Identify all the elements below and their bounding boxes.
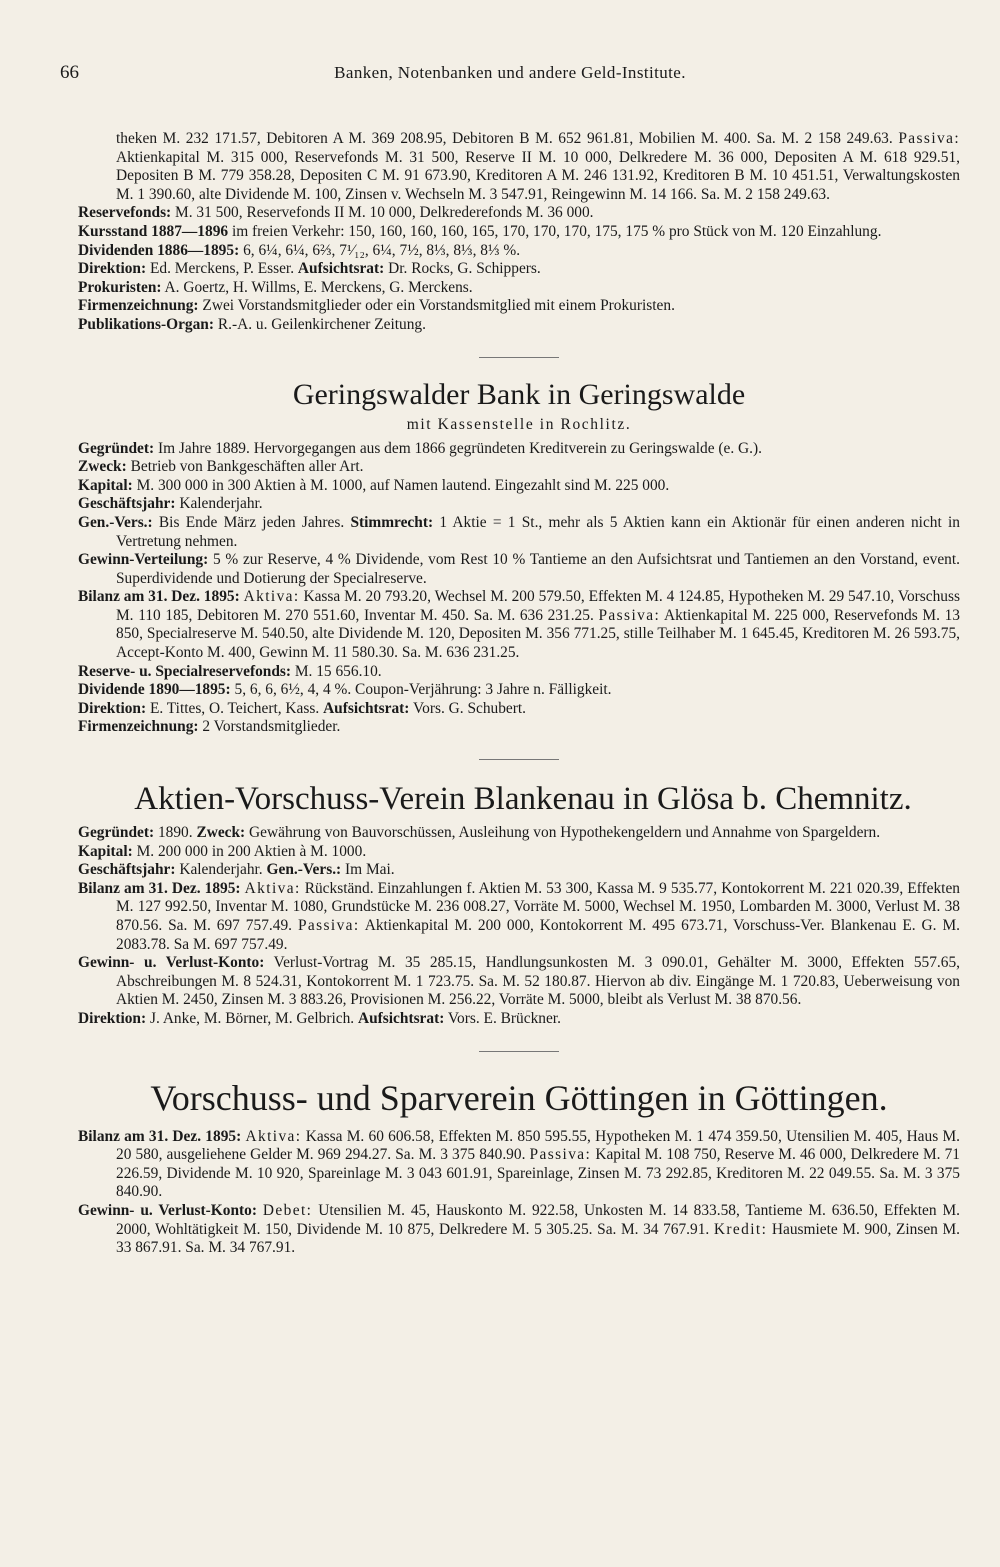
- entry-text: Betrieb von Bankgeschäften aller Art.: [130, 458, 364, 476]
- entry-text-2: Vors. E. Brückner.: [447, 1009, 561, 1027]
- entry-label: Kursstand 1887—1896: [78, 222, 229, 240]
- entry-label: Gegründet:: [78, 439, 155, 457]
- entry-label: Gen.-Vers.:: [78, 513, 153, 531]
- entry-label: Geschäftsjahr:: [78, 861, 176, 879]
- entry-label: Dividende 1890—1895:: [78, 681, 231, 699]
- aktiva-text: Kassa M. 60 606.58, Effekten M. 850 595.55, Hypotheken M. 1 474 359.50, Utensilien M. 405, Haus M. 20 580, ausgeliehene Gelder M. 969 294.27. Sa. M. 3 375 840.90.: [116, 1127, 960, 1164]
- entry-label-2: Aufsichtsrat:: [357, 1009, 445, 1027]
- section-divider: [479, 1051, 559, 1052]
- entry-text: R.-A. u. Geilenkirchener Zeitung.: [217, 315, 426, 333]
- sec2-entry-kapital: [78, 843, 960, 862]
- running-head: Banken, Notenbanken und andere Geld-Institute.: [334, 63, 686, 82]
- entry-text: 5 % zur Reserve, 4 % Dividende, vom Rest 10 % Tantieme an den Aufsichtsrat und Tantiemen an den Vorstand, event. Superdividende und Dotierung der Specialreserve.: [116, 551, 960, 587]
- sec1-entry-gen-vers: [78, 514, 960, 551]
- sec2-entry-bilanz: [78, 880, 960, 954]
- entry-label-2: Aufsichtsrat:: [297, 260, 385, 278]
- debet-label: Debet:: [262, 1201, 313, 1219]
- intro-entry: [78, 297, 960, 316]
- page-header: [60, 62, 960, 84]
- entry-text: 5, 6, 6, 6½, 4, 4 %. Coupon-Verjährung: 3 Jahre n. Fälligkeit.: [234, 681, 612, 699]
- debet-text: Utensilien M. 45, Hauskonto M. 922.58, Unkosten M. 14 833.58, Tantieme M. 636.50, Effekten M. 2000, Wohltätigkeit M. 150, Dividende M. 10 875, Delkredere M. 5 305.25. Sa. M. 34 767.91.: [116, 1201, 961, 1238]
- entry-text: M. 31 500, Reservefonds II M. 10 000, Delkrederefonds M. 36 000.: [175, 204, 594, 222]
- entry-label: Direktion:: [78, 260, 147, 278]
- sec1-entry-direktion: [78, 700, 960, 719]
- section-divider: [479, 357, 559, 358]
- entry-text: A. Goertz, H. Willms, E. Merckens, G. Merckens.: [164, 278, 473, 296]
- entry-text: 1890.: [157, 824, 193, 842]
- entry-text: M. 300 000 in 300 Aktien à M. 1000, auf Namen lautend. Eingezahlt sind M. 225 000.: [136, 476, 670, 494]
- sec1-entry-geschaeftsjahr: [78, 495, 960, 514]
- entry-text: Kalenderjahr.: [179, 495, 263, 513]
- entry-text: 2 Vorstandsmitglieder.: [202, 718, 341, 736]
- sec2-entry-gegruendet: [78, 824, 960, 843]
- passiva-label: Passiva:: [598, 606, 661, 624]
- intro-entry: [78, 260, 960, 279]
- entry-label: Gewinn-Verteilung:: [78, 551, 209, 569]
- passiva-label: Passiva:: [529, 1146, 592, 1164]
- aktiva-label: Aktiva:: [244, 879, 301, 897]
- entry-label: Gegründet:: [78, 824, 155, 842]
- entry-label: Bilanz am 31. Dez. 1895:: [78, 879, 241, 897]
- page-number: 66: [60, 62, 79, 83]
- sec1-entry-zweck: [78, 458, 960, 477]
- intro-continuation-text: theken M. 232 171.57, Debitoren A M. 369 208.95, Debitoren B M. 652 961.81, Mobilien M. 400. Sa. M. 2 158 249.63.: [116, 130, 893, 147]
- entry-label-2: Zweck:: [196, 824, 246, 842]
- entry-text: Verlust-Vortrag M. 35 285.15, Handlungsunkosten M. 3 090.01, Gehälter M. 3000, Effekten 557.65, Abschreibungen M. 8 524.31, Kontokorrent M. 1 723.75. Sa. M. 52 180.87. Hiervon ab div. Eingänge M. 1 720.83, Ueberweisung von Aktien M. 2450, Zinsen M. 3 883.26, Provisionen M. 256.22, Vorräte M. 5000, bleibt als Verlust M. 38 870.56.: [116, 954, 961, 1009]
- entry-text-2: 1 Aktie = 1 St., mehr als 5 Aktien kann ein Aktionär für einen anderen nicht in Vertretung nehmen.: [116, 513, 960, 550]
- kredit-label: Kredit:: [713, 1220, 768, 1238]
- entry-label: Direktion:: [78, 1009, 147, 1027]
- intro-passiva-text: Aktienkapital M. 315 000, Reservefonds M. 31 500, Reserve II M. 10 000, Delkredere M. 36 000, Depositen A M. 618 929.51, Depositen B M. 779 358.28, Depositen C M. 91 673.90, Kreditoren A M. 246 131.92, Kreditoren B M. 10 451.51, Verwaltungskosten M. 1 390.60, alte Dividende M. 100, Zinsen v. Wechseln M. 3 547.91, Reingewinn M. 14 166. Sa. M. 2 158 249.63.: [116, 148, 960, 203]
- entry-label: Firmenzeichnung:: [78, 718, 199, 736]
- entry-label: Reserve- u. Specialreservefonds:: [78, 662, 291, 680]
- section-divider: [479, 759, 559, 760]
- sec1-entry-gegruendet: [78, 440, 960, 459]
- sec1-entry-kapital: [78, 477, 960, 496]
- entry-text-2: Gewährung von Bauvorschüssen, Ausleihung von Hypothekengeldern und Annahme von Spargeldern.: [249, 824, 881, 842]
- passiva-text: Kapital M. 108 750, Reserve M. 46 000, Delkredere M. 71 226.59, Dividende M. 10 920, Spareinlage M. 3 043 601.91, Spareinlage, Zinsen M. 73 292.85, Kreditoren M. 22 049.55. Sa. M. 3 375 840.90.: [116, 1146, 960, 1201]
- entry-label: Reservefonds:: [78, 204, 172, 222]
- sec2-entry-direktion: [78, 1010, 960, 1029]
- intro-entry: [78, 204, 960, 223]
- entry-label: Bilanz am 31. Dez. 1895:: [78, 588, 240, 606]
- intro-entry: [78, 242, 960, 261]
- entry-label: Direktion:: [78, 699, 147, 717]
- aktiva-text: Kassa M. 20 793.20, Wechsel M. 200 579.50, Effekten M. 4 124.85, Hypotheken M. 29 547.10, Vorschuss M. 110 185, Debitoren M. 270 551.60, Inventar M. 450. Sa. M. 636 231.25.: [116, 588, 960, 624]
- entry-label-2: Aufsichtsrat:: [323, 699, 410, 717]
- entry-text: Ed. Merckens, P. Esser.: [149, 260, 295, 278]
- entry-label: Zweck:: [78, 458, 127, 476]
- section-title-aktien-vorschuss-verein: Aktien-Vorschuss-Verein Blankenau in Glösa b. Chemnitz.: [134, 781, 912, 818]
- entry-label: Geschäftsjahr:: [78, 495, 176, 513]
- intro-entry: [78, 223, 960, 242]
- passiva-text: Aktienkapital M. 200 000, Kontokorrent M. 495 673.71, Vorschuss-Ver. Blankenau E. G. M. 2083.78. Sa M. 697 757.49.: [116, 917, 960, 953]
- entry-text: Im Jahre 1889. Hervorgegangen aus dem 1866 gegründeten Kreditverein zu Geringswalde (e. G.).: [157, 439, 762, 457]
- entry-text: im freien Verkehr: 150, 160, 160, 160, 165, 170, 170, 170, 175, 175 % pro Stück von M. 120 Einzahlung.: [231, 222, 882, 240]
- sec3-entry-bilanz: [78, 1128, 960, 1202]
- section-title-geringswalder-bank: Geringswalder Bank in Geringswalde: [292, 377, 746, 411]
- entry-label: Gewinn- u. Verlust-Konto:: [78, 1201, 257, 1219]
- sec1-entry-dividende: [78, 681, 960, 700]
- aktiva-label: Aktiva:: [243, 588, 300, 606]
- entry-label: Gewinn- u. Verlust-Konto:: [78, 954, 265, 972]
- entry-text: Bis Ende März jeden Jahres.: [158, 513, 345, 531]
- intro-entry: [78, 279, 960, 298]
- entry-label: Firmenzeichnung:: [78, 297, 199, 315]
- aktiva-label: Aktiva:: [245, 1127, 302, 1145]
- passiva-text: Aktienkapital M. 225 000, Reservefonds M. 13 850, Specialreserve M. 540.50, alte Dividende M. 120, Depositen M. 356 771.25, stille Teilhaber M. 1 645.45, Kreditoren M. 26 593.75, Accept-Konto M. 400, Gewinn M. 11 580.30. Sa. M. 636 231.25.: [116, 606, 960, 662]
- entry-text-2: Vors. G. Schubert.: [413, 699, 527, 717]
- entry-text: Zwei Vorstandsmitglieder oder ein Vorstandsmitglied mit einem Prokuristen.: [202, 297, 675, 315]
- entry-text-2: Im Mai.: [345, 861, 395, 879]
- sec2-entry-geschaeftsjahr: [78, 861, 960, 880]
- entry-label: Publikations-Organ:: [78, 315, 214, 333]
- intro-passiva-label: Passiva:: [898, 130, 960, 147]
- sec2-entry-gewinn-verlust: [78, 954, 960, 1010]
- entry-label: Bilanz am 31. Dez. 1895:: [78, 1127, 242, 1145]
- sec1-entry-gewinn-verteilung: [78, 551, 960, 588]
- entry-label: Prokuristen:: [78, 278, 162, 296]
- entry-text: M. 200 000 in 200 Aktien à M. 1000.: [136, 842, 367, 860]
- aktiva-text: Rückständ. Einzahlungen f. Aktien M. 53 300, Kassa M. 9 535.77, Kontokorrent M. 221 020.39, Effekten M. 127 992.50, Inventar M. 1080, Grundstücke M. 236 008.27, Vorräte M. 5000, Wechsel M. 1950, Lombarden M. 3000, Verlust M. 38 870.56. Sa. M. 697 757.49.: [116, 879, 960, 934]
- entry-label: Kapital:: [78, 842, 133, 860]
- entry-text: M. 15 656.10.: [294, 662, 382, 680]
- entry-label: Kapital:: [78, 476, 133, 494]
- passiva-label: Passiva:: [297, 917, 360, 934]
- entry-text-2: Dr. Rocks, G. Schippers.: [388, 260, 541, 278]
- sec1-entry-bilanz: [78, 588, 960, 662]
- sec3-entry-gewinn-verlust: [78, 1202, 960, 1258]
- entry-text: 6, 6¼, 6¼, 6⅔, 7¹⁄₁₂, 6¼, 7½, 8⅓, 8⅓, 8⅓ %.: [243, 241, 521, 259]
- intro-entry: [78, 316, 960, 335]
- entry-text: J. Anke, M. Börner, M. Gelbrich.: [149, 1009, 355, 1027]
- sec1-entry-reserve: [78, 663, 960, 682]
- entry-label-2: Stimmrecht:: [350, 513, 434, 531]
- entry-text: Kalenderjahr.: [179, 861, 263, 879]
- section-title-vorschuss-sparverein: Vorschuss- und Sparverein Göttingen in Göttingen.: [150, 1077, 888, 1118]
- kredit-text: Hausmiete M. 900, Zinsen M. 33 867.91. Sa. M. 34 767.91.: [116, 1220, 960, 1257]
- intro-balance-continuation: [78, 130, 960, 204]
- entry-label: Dividenden 1886—1895:: [78, 241, 240, 259]
- sec1-entry-firmenzeichnung: [78, 718, 960, 737]
- entry-label-2: Gen.-Vers.:: [266, 861, 342, 879]
- section-subtitle: mit Kassenstelle in Rochlitz.: [406, 415, 632, 433]
- entry-text: E. Tittes, O. Teichert, Kass.: [149, 699, 320, 717]
